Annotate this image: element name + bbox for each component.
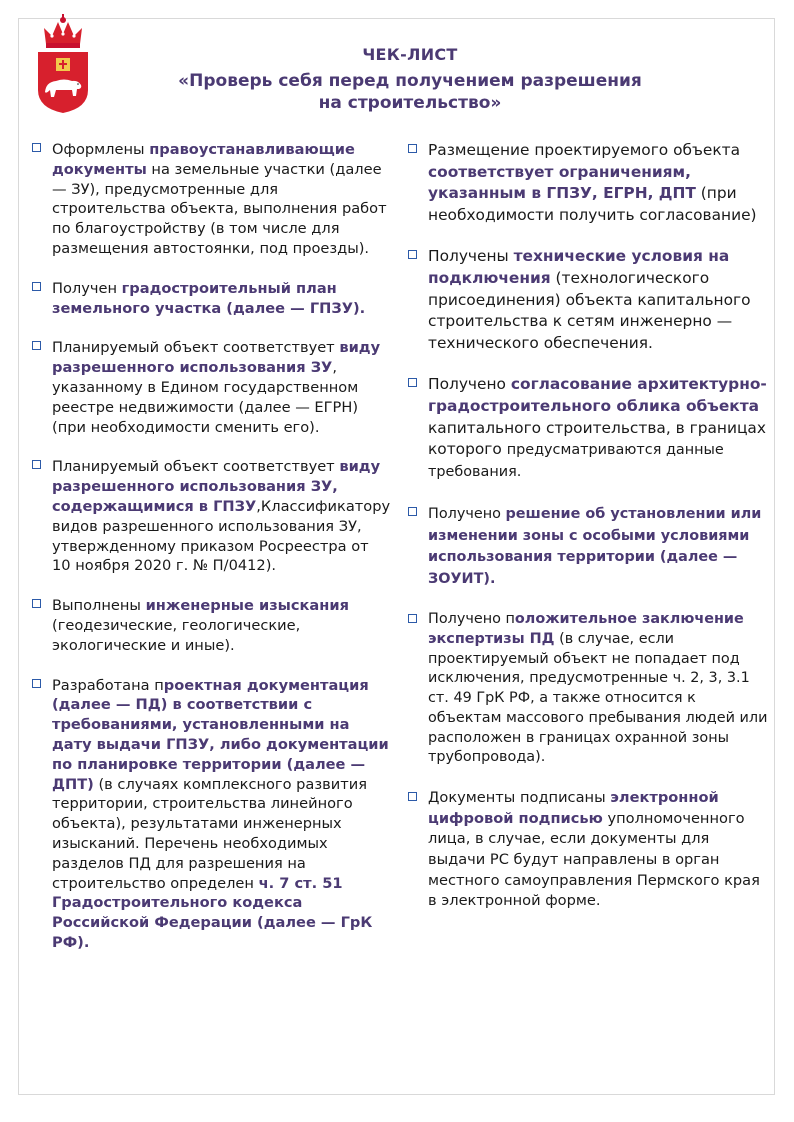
page-title: ЧЕК-ЛИСТ — [362, 45, 458, 64]
checklist-item: Получено согласование архитектурно-градостроительного облика объекта капитального строительства, в границах которого предусматриваются данные требования. — [407, 374, 769, 482]
checkbox-icon — [408, 250, 417, 259]
perm-krai-coat-of-arms-icon — [34, 14, 92, 114]
checklist-left-column — [31, 140, 391, 973]
checklist-item: Разработана проектная документация (далее — ПД) в соответствии с требованиями, установленными на дату выдачи ГПЗУ, либо документации по планировке территории (далее — ДПТ) (в случаях комплексного развития территории, строительства линейного объекта), результатами инженерных изысканий. Перечень необходимых разделов ПД для разрешения на строительство определен ч. 7 ст. 51 Градостроительного кодекса Российской Федерации (далее — ГрК РФ). — [31, 676, 391, 953]
checklist-item: Планируемый объект соответствует виду разрешенного использования ЗУ, указанному в Едином государственном реестре недвижимости (далее — ЕГРН) (при необходимости сменить его). — [31, 338, 391, 437]
checkbox-icon — [408, 378, 417, 387]
checklist-item: Оформлены правоустанавливающие документы на земельные участки (далее — ЗУ), предусмотренные для строительства объекта, выполнения работ по благоустройству (в том числе для размещения автостоянки, под проезды). — [31, 140, 391, 259]
checklist-item: Получено положительное заключение экспертизы ПД (в случае, если проектируемый объект не попадает под исключения, предусмотренные ч. 2, 3, 3.1 ст. 49 ГрК РФ, а также относится к объектам массового пребывания людей или расположен в границах охранной зоны трубопровода). — [407, 610, 769, 768]
checkbox-icon — [408, 614, 417, 623]
checkbox-icon — [32, 282, 41, 291]
checklist-item: Получен градостроительный план земельного участка (далее — ГПЗУ). — [31, 279, 391, 319]
checkbox-icon — [32, 599, 41, 608]
checklist-right-column — [407, 140, 769, 932]
checklist-item: Получено решение об установлении или изменении зоны с особыми условиями использования территории (далее — ЗОУИТ). — [407, 503, 769, 590]
checklist-item: Документы подписаны электронной цифровой подписью уполномоченного лица, в случае, если документы для выдачи РС будут направлены в орган местного самоуправления Пермского края в электронной форме. — [407, 788, 769, 912]
checkbox-icon — [32, 679, 41, 688]
checkbox-icon — [32, 460, 41, 469]
checkbox-icon — [408, 507, 417, 516]
checklist-item: Выполнены инженерные изыскания (геодезические, геологические, экологические и иные). — [31, 596, 391, 655]
checkbox-icon — [32, 143, 41, 152]
checkbox-icon — [32, 341, 41, 350]
checkbox-icon — [408, 792, 417, 801]
checkbox-icon — [408, 144, 417, 153]
checklist-item: Получены технические условия на подключения (технологического присоединения) объекта капитального строительства к сетям инженерно — технического обеспечения. — [407, 246, 769, 354]
page-subtitle: «Проверь себя перед получением разрешения на строительство» — [178, 71, 642, 113]
checklist-item: Размещение проектируемого объекта соответствует ограничениям, указанным в ГПЗУ, ЕГРН, ДПТ (при необходимости получить согласование) — [407, 140, 769, 226]
checklist-item: Планируемый объект соответствует виду разрешенного использования ЗУ, содержащимися в ГПЗУ,Классификатору видов разрешенного использования ЗУ, утвержденному приказом Росреестра от 10 ноября 2020 г. № П/0412). — [31, 457, 391, 576]
